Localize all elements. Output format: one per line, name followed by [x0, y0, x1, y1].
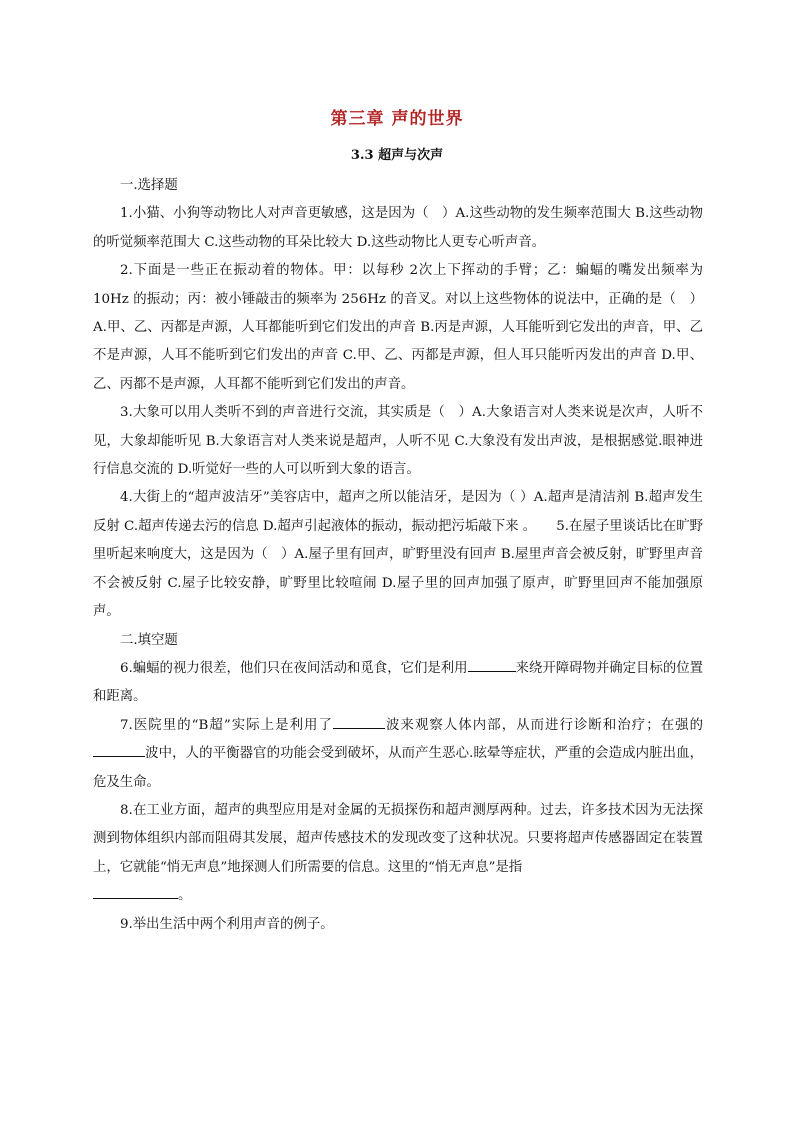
question-6-text-a: 6.蝙蝠的视力很差，他们只在夜间活动和觅食，它们是利用: [120, 660, 468, 676]
question-6: [93, 655, 703, 712]
question-7-text-a: 7.医院里的“B超”实际上是利用了: [120, 717, 333, 733]
answer-blank: [468, 657, 516, 672]
section-title: 3.3 超声与次声: [350, 148, 444, 163]
question-7: [93, 712, 703, 797]
question-3: 3.大象可以用人类听不到的声音进行交流，其实质是（ ）A.大象语言对人类来说是次声，人听不见，大象却能听见 B.大象语言对人类来说是超声，人听不见 C.大象没有发出声波，是根据感觉.眼神进行信息交流的 D.听觉好一些的人可以听到大象的语言。: [93, 405, 703, 478]
question-8-text-a: 8.在工业方面，超声的典型应用是对金属的无损探伤和超声测厚两种。过去，许多技术因为无法探测到物体组织内部而阻碍其发展，超声传感技术的发现改变了这种状况。只要将超声传感器固定在装置上，它就能“悄无声息”地探测人们所需要的信息。这里的“悄无声息”是指: [93, 802, 703, 875]
answer-blank: [93, 742, 145, 757]
question-9: 9.举出生活中两个利用声音的例子。: [120, 916, 334, 932]
heading-fill: 二.填空题: [120, 632, 178, 648]
heading-choice: 一.选择题: [120, 178, 178, 193]
question-6-text-b: 来绕开障碍物并确定目标的位置和距离。: [93, 660, 704, 705]
question-4-5: 4.大街上的“超声波洁牙”美容店中，超声之所以能洁牙，是因为（ ）A.超声是清洁剂 B.超声发生反射 C.超声传递去污的信息 D.超声引起液体的振动，振动把污垢敲下来 。 5.在屋子里谈话比在旷野里听起来响度大，这是因为（ ）A.屋子里有回声，旷野里没有回声 B.屋里声音会被反射，旷野里声音不会被反射 C.屋子比较安静，旷野里比较喧闹 D.屋子里的回声加强了原声，旷野里回声不能加强原声。: [93, 490, 703, 620]
answer-blank: [333, 714, 385, 729]
question-8: [93, 797, 703, 911]
question-7-text-b: 波来观察人体内部，从而进行诊断和治疗；在强的: [384, 717, 704, 733]
question-7-text-c: 波中，人的平衡器官的功能会受到破坏，从而产生恶心.眩晕等症状，严重的会造成内脏出血，危及生命。: [93, 746, 703, 790]
question-2: 2.下面是一些正在振动着的物体。甲：以每秒 2次上下挥动的手臂；乙：蝙蝠的嘴发出频率为10Hz 的振动；丙：被小锤敲击的频率为 256Hz 的音叉。对以上这些物体的说法中，正确的是（ ）A.甲、乙、丙都是声源，人耳都能听到它们发出的声音 B.丙是声源，人耳能听到它发出的声音，甲、乙不是声源，人耳不能听到它们发出的声音 C.甲、乙、丙都是声源，但人耳只能听丙发出的声音 D.甲、乙、丙都不是声源，人耳都不能听到它们发出的声音。: [93, 263, 703, 392]
chapter-title: 第三章 声的世界: [330, 109, 464, 129]
document-body: [93, 172, 703, 939]
question-1: 1.小猫、小狗等动物比人对声音更敏感，这是因为（ ）A.这些动物的发生频率范围大 B.这些动物的听觉频率范围大 C.这些动物的耳朵比较大 D.这些动物比人更专心听声音。: [93, 206, 703, 250]
answer-blank: [93, 884, 178, 899]
question-8-text-b: 。: [178, 888, 192, 904]
